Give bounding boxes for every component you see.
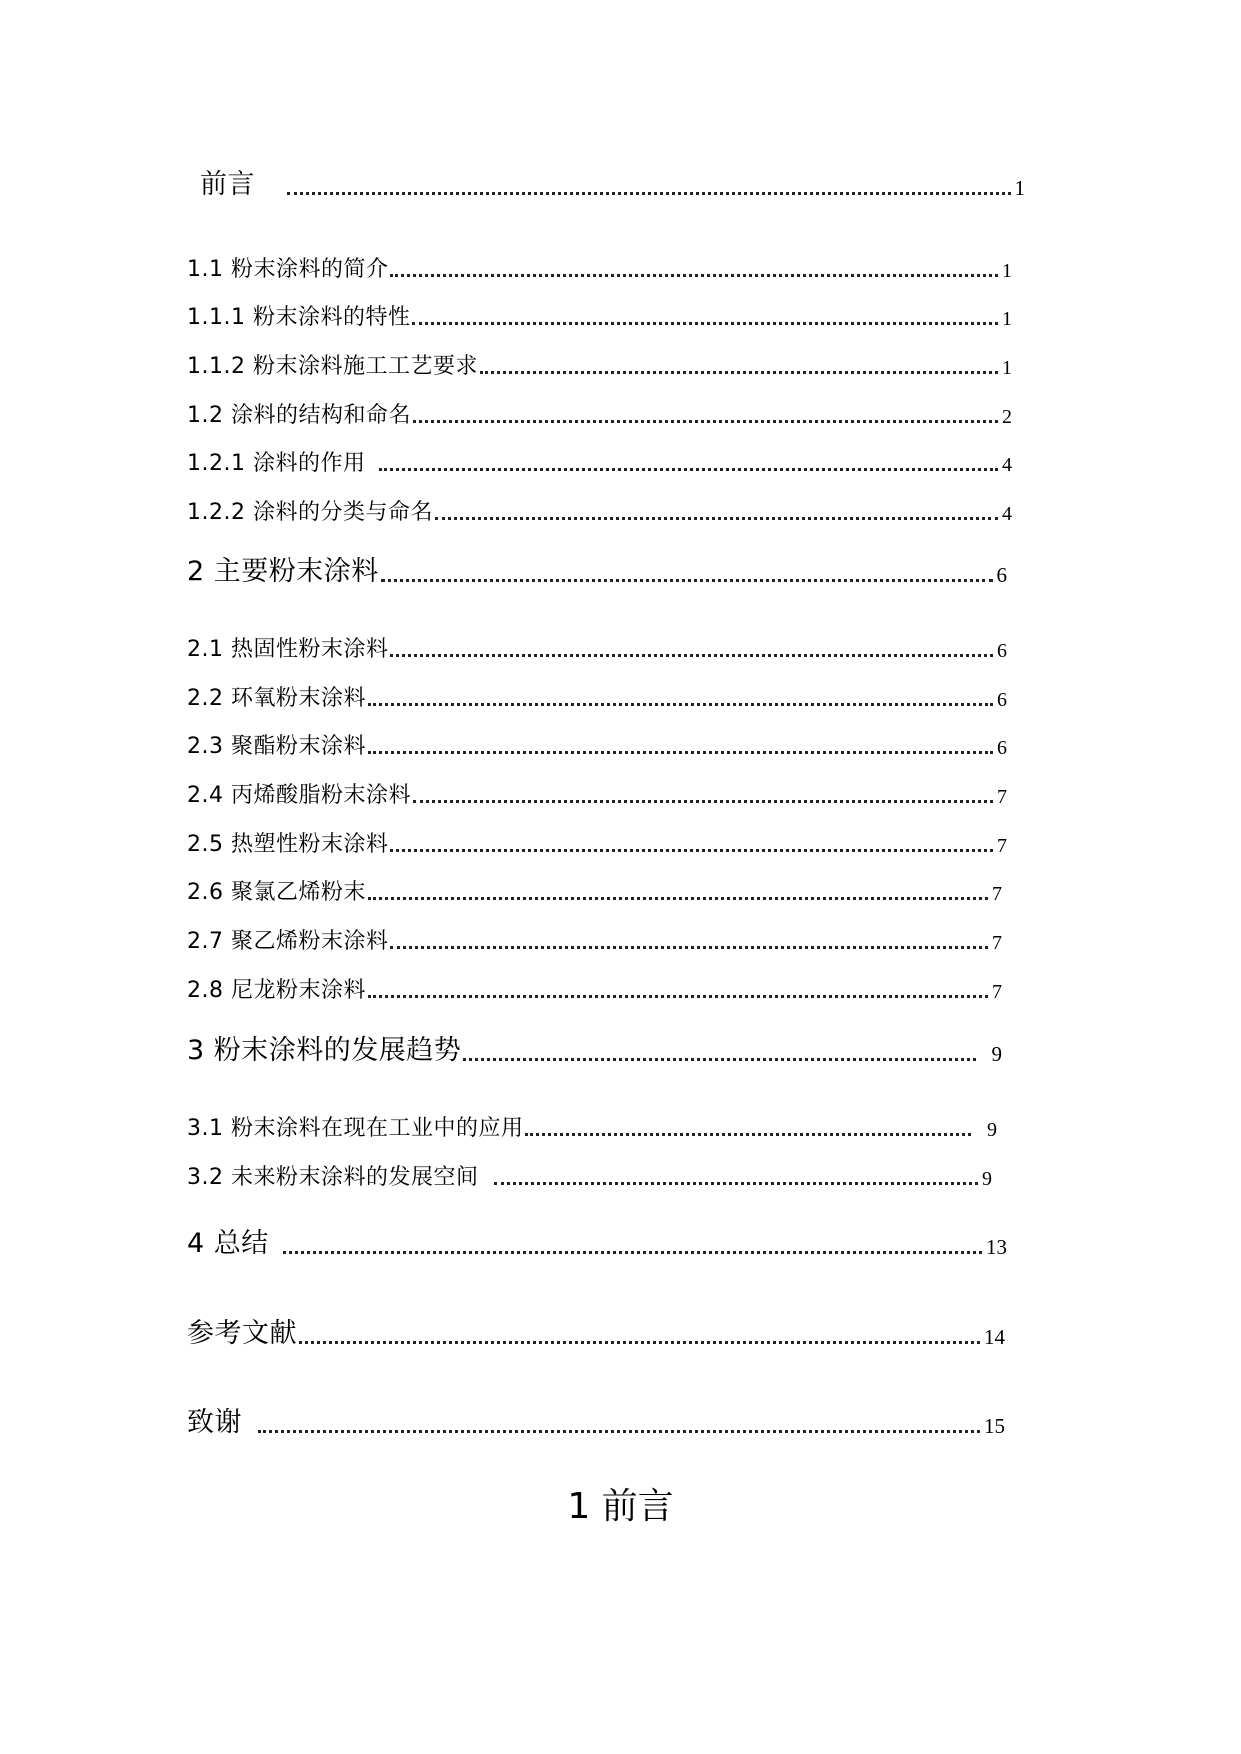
toc-leader xyxy=(368,995,988,998)
toc-entry-page: 14 xyxy=(984,1325,1005,1349)
toc-leader xyxy=(390,654,993,657)
toc-entry-page: 7 xyxy=(992,883,1002,905)
toc-entry[interactable] xyxy=(187,1160,992,1191)
toc-entry-page: 7 xyxy=(997,835,1007,857)
toc-entry-label: 3.1 粉末涂料在现在工业中的应用 xyxy=(187,1116,524,1141)
toc-leader xyxy=(287,192,1011,195)
toc-entry-page: 1 xyxy=(1002,260,1012,282)
toc-leader xyxy=(381,579,993,582)
toc-entry-label: 2.7 聚乙烯粉末涂料 xyxy=(187,929,389,954)
toc-leader xyxy=(368,703,993,706)
toc-entry-label: 参考文献 xyxy=(187,1318,297,1349)
toc-entry[interactable] xyxy=(187,778,1007,809)
toc-leader xyxy=(368,897,988,900)
toc-entry[interactable] xyxy=(187,1311,1005,1350)
toc-entry-page: 9 xyxy=(987,1119,997,1141)
toc-entry-page: 6 xyxy=(996,563,1007,587)
toc-entry-label: 2.6 聚氯乙烯粉末 xyxy=(187,880,366,905)
toc-leader xyxy=(480,371,998,374)
toc-entry[interactable] xyxy=(187,398,1012,429)
toc-leader xyxy=(379,468,998,471)
toc-leader xyxy=(283,1251,982,1254)
toc-entry-page: 13 xyxy=(986,1235,1007,1259)
toc-leader xyxy=(435,517,998,520)
toc-entry-page: 7 xyxy=(997,786,1007,808)
toc-leader xyxy=(390,849,993,852)
toc-entry-page: 7 xyxy=(992,932,1002,954)
toc-entry-page: 15 xyxy=(984,1414,1005,1438)
toc-entry-page: 9 xyxy=(982,1168,992,1190)
chapter-heading: 1 前言 xyxy=(567,1486,674,1527)
toc-entry[interactable] xyxy=(187,300,1012,331)
toc-entry-label: 2.3 聚酯粉末涂料 xyxy=(187,734,366,759)
toc-entry-label: 致谢 xyxy=(187,1407,242,1438)
toc-entry-page: 6 xyxy=(997,640,1007,662)
toc-leader xyxy=(413,420,998,423)
toc-entry[interactable] xyxy=(200,162,1025,201)
toc-entry-page: 4 xyxy=(1002,503,1012,525)
toc-entry[interactable] xyxy=(187,729,1007,760)
toc-entry-label: 1.2 涂料的结构和命名 xyxy=(187,403,411,428)
toc-entry[interactable] xyxy=(187,632,1007,663)
toc-entry-page: 2 xyxy=(1002,406,1012,428)
toc-leader xyxy=(258,1430,980,1433)
toc-entry-page: 9 xyxy=(991,1042,1002,1066)
toc-leader xyxy=(525,1133,971,1136)
toc-entry[interactable] xyxy=(187,875,1002,906)
toc-entry-label: 2.2 环氧粉末涂料 xyxy=(187,686,366,711)
toc-leader xyxy=(390,946,988,949)
toc-entry[interactable] xyxy=(187,252,1012,283)
toc-entry-label: 2.8 尼龙粉末涂料 xyxy=(187,978,366,1003)
toc-leader xyxy=(390,274,998,277)
toc-entry[interactable] xyxy=(187,924,1002,955)
toc-entry[interactable] xyxy=(187,827,1007,858)
toc-entry[interactable] xyxy=(187,1028,1002,1067)
toc-entry-page: 4 xyxy=(1002,454,1012,476)
toc-entry[interactable] xyxy=(187,495,1012,526)
toc-entry[interactable] xyxy=(187,349,1012,380)
toc-entry-label: 前言 xyxy=(200,169,255,200)
toc-leader xyxy=(299,1341,980,1344)
toc-entry-label: 2.1 热固性粉末涂料 xyxy=(187,637,389,662)
toc-entry-page: 7 xyxy=(992,981,1002,1003)
toc-entry-label: 1.1.1 粉末涂料的特性 xyxy=(187,305,411,330)
toc-entry[interactable] xyxy=(187,549,1007,588)
toc-entry[interactable] xyxy=(187,1111,997,1142)
toc-entry-label: 2 主要粉末涂料 xyxy=(187,556,379,587)
toc-entry-label: 1.2.1 涂料的作用 xyxy=(187,451,366,476)
toc-leader xyxy=(494,1182,978,1185)
toc-entry-page: 6 xyxy=(997,689,1007,711)
toc-leader xyxy=(412,322,998,325)
toc-entry-label: 1.1.2 粉末涂料施工工艺要求 xyxy=(187,354,478,379)
toc-entry[interactable] xyxy=(187,1221,1007,1260)
toc-entry-label: 1.2.2 涂料的分类与命名 xyxy=(187,500,433,525)
toc-entry-label: 4 总结 xyxy=(187,1228,269,1259)
toc-entry[interactable] xyxy=(187,681,1007,712)
toc-leader xyxy=(413,800,993,803)
toc-leader xyxy=(463,1058,975,1061)
toc-entry-label: 2.5 热塑性粉末涂料 xyxy=(187,832,389,857)
toc-entry-page: 6 xyxy=(997,737,1007,759)
toc-entry-page: 1 xyxy=(1002,357,1012,379)
toc-entry[interactable] xyxy=(187,446,1012,477)
toc-leader xyxy=(368,751,993,754)
toc-entry-page: 1 xyxy=(1014,176,1025,200)
toc-entry-page: 1 xyxy=(1002,308,1012,330)
toc-entry-label: 3 粉末涂料的发展趋势 xyxy=(187,1035,462,1066)
toc-entry[interactable] xyxy=(187,1400,1005,1439)
toc-entry-label: 3.2 未来粉末涂料的发展空间 xyxy=(187,1165,479,1190)
toc-entry-label: 2.4 丙烯酸脂粉末涂料 xyxy=(187,783,411,808)
toc-entry-label: 1.1 粉末涂料的简介 xyxy=(187,257,389,282)
toc-entry[interactable] xyxy=(187,973,1002,1004)
